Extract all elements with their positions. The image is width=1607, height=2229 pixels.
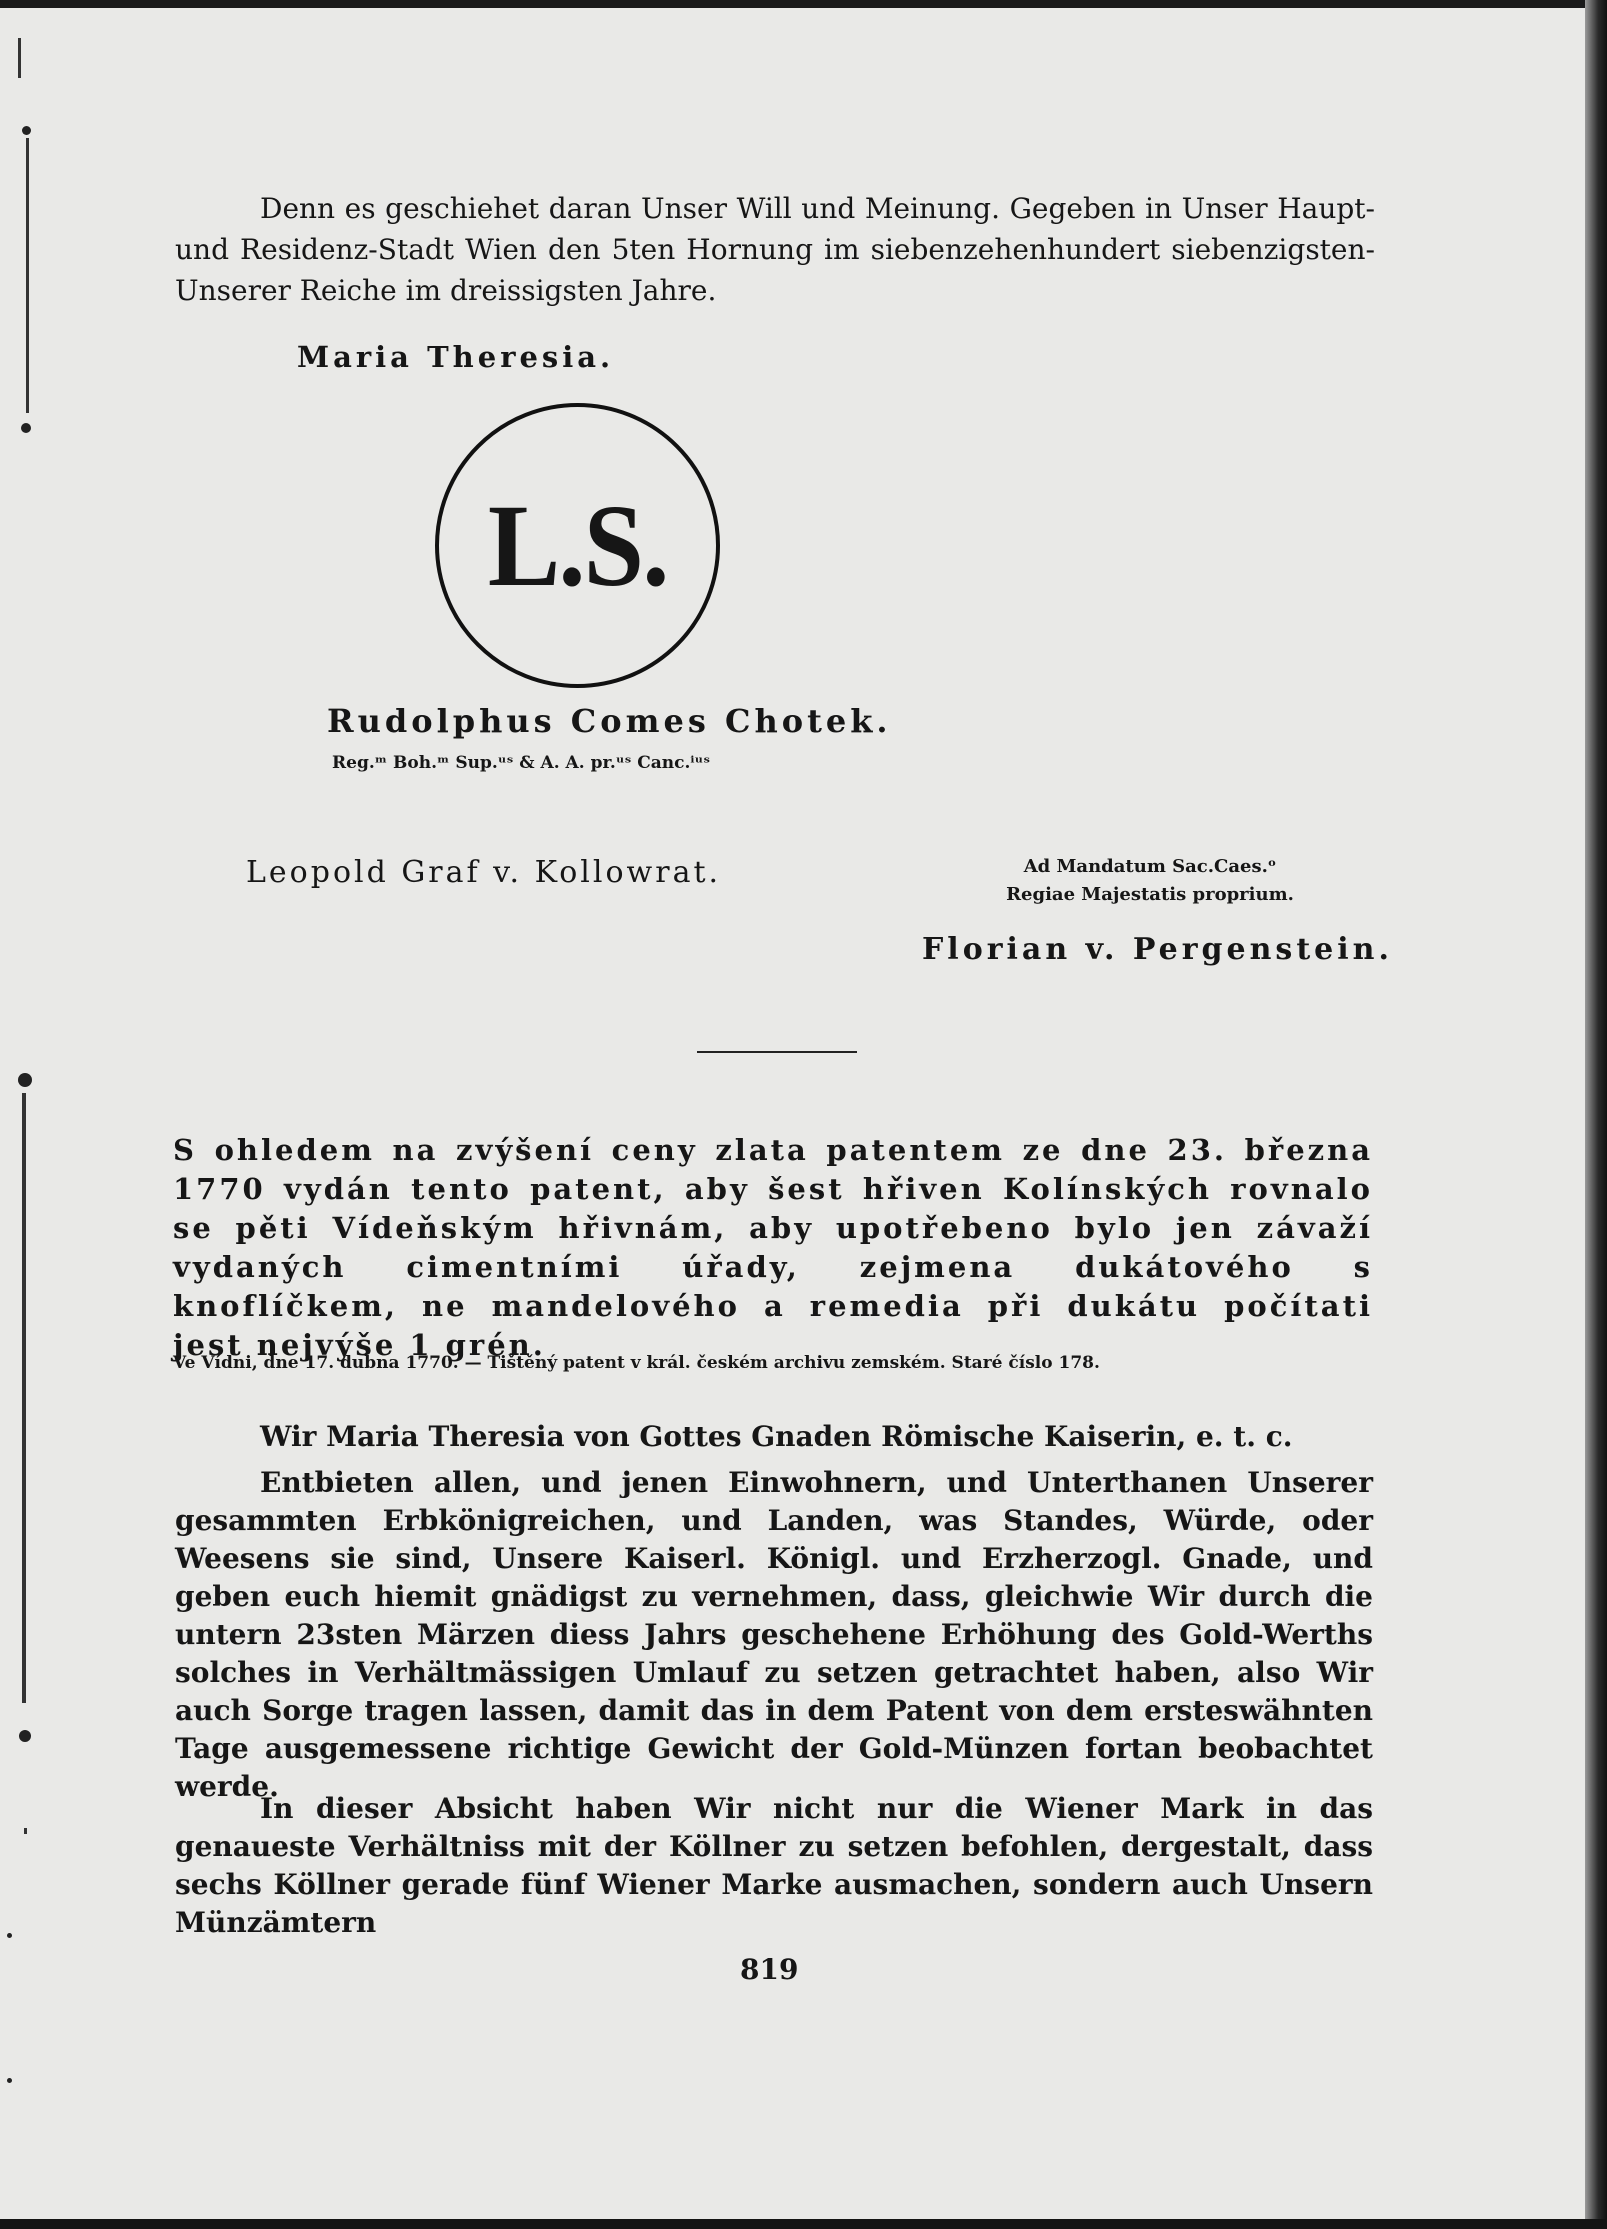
margin-dot	[22, 126, 31, 135]
signature-rudolphus-title: Reg.ᵐ Boh.ᵐ Sup.ᵘˢ & A. A. pr.ᵘˢ Canc.ⁱᵘˢ	[332, 753, 711, 773]
source-citation: Ve Vídni, dne 17. dubna 1770. — Tištěný patent v král. českém archivu zemském. Staré číslo 178.	[173, 1353, 1100, 1373]
scan-right-edge	[1585, 0, 1607, 2229]
margin-dot	[7, 2078, 12, 2083]
intro-paragraph: Denn es geschiehet daran Unser Will und Meinung. Gegeben in Unser Haupt- und Residenz-Stadt Wien den 5ten Hornung im siebenzehenhundert siebenzigsten- Unserer Reiche im dreissigsten Jahre.	[175, 192, 1375, 307]
signature-rudolphus-chotek: Rudolphus Comes Chotek.	[327, 702, 892, 740]
margin-dot	[19, 1730, 31, 1742]
german-paragraph-1: Wir Maria Theresia von Gottes Gnaden Römische Kaiserin, e. t. c.	[260, 1420, 1293, 1453]
margin-dot	[21, 423, 31, 433]
section-divider	[697, 1051, 857, 1053]
document-page	[0, 8, 1590, 2220]
margin-line	[26, 138, 29, 413]
page-number: 819	[740, 1953, 799, 1986]
margin-line	[22, 1093, 26, 1703]
locus-sigilli-seal	[435, 403, 720, 688]
mandate-note	[880, 853, 1420, 909]
margin-dot	[7, 1933, 12, 1938]
mandate-line-2: Regiae Majestatis proprium.	[1006, 884, 1294, 905]
signature-florian-pergenstein: Florian v. Pergenstein.	[922, 932, 1393, 967]
german-paragraph-3: In dieser Absicht haben Wir nicht nur die Wiener Mark in das genaueste Verhältniss mit der Köllner zu setzen befohlen, dergestalt, dass sechs Köllner gerade fünf Wiener Marke ausmachen, sondern auch Unsern Münzämtern	[175, 1792, 1373, 1939]
signature-maria-theresia: Maria Theresia.	[297, 340, 615, 374]
scan-bottom-edge	[0, 2219, 1607, 2229]
margin-tick	[18, 38, 21, 78]
seal-text: L.S.	[487, 479, 668, 611]
margin-tick	[24, 1828, 27, 1834]
german-paragraph-2: Entbieten allen, und jenen Einwohnern, und Unterthanen Unserer gesammten Erbkönigreichen, und Landen, was Standes, Würde, oder Weesens sie sind, Unsere Kaiserl. Königl. und Erzherzogl. Gnade, und geben euch hiemit gnädigst zu vernehmen, dass, gleichwie Wir durch die untern 23sten Märzen diess Jahrs geschehene Erhöhung des Gold-Werths solches in Verhältmässigen Umlauf zu setzen getrachtet haben, also Wir auch Sorge tragen lassen, damit das in dem Patent von dem ersteswähnten Tage ausgemessene richtige Gewicht der Gold-Münzen fortan beobachtet werde.	[175, 1466, 1373, 1803]
margin-dot	[18, 1073, 32, 1087]
czech-summary: S ohledem na zvýšení ceny zlata patentem ze dne 23. března 1770 vydán tento patent, aby šest hřiven Kolínských rovnalo se pěti Vídeňským hřivnám, aby upotřebeno bylo jen závaží vydaných cimentními úřady, zejmena dukátového s knoflíčkem, ne mandelového a remedia při dukátu počítati jest nejvýše 1 grén.	[173, 1133, 1373, 1362]
signature-leopold-kollowrat: Leopold Graf v. Kollowrat.	[246, 855, 722, 890]
mandate-line-1: Ad Mandatum Sac.Caes.ᵒ	[1023, 856, 1277, 877]
